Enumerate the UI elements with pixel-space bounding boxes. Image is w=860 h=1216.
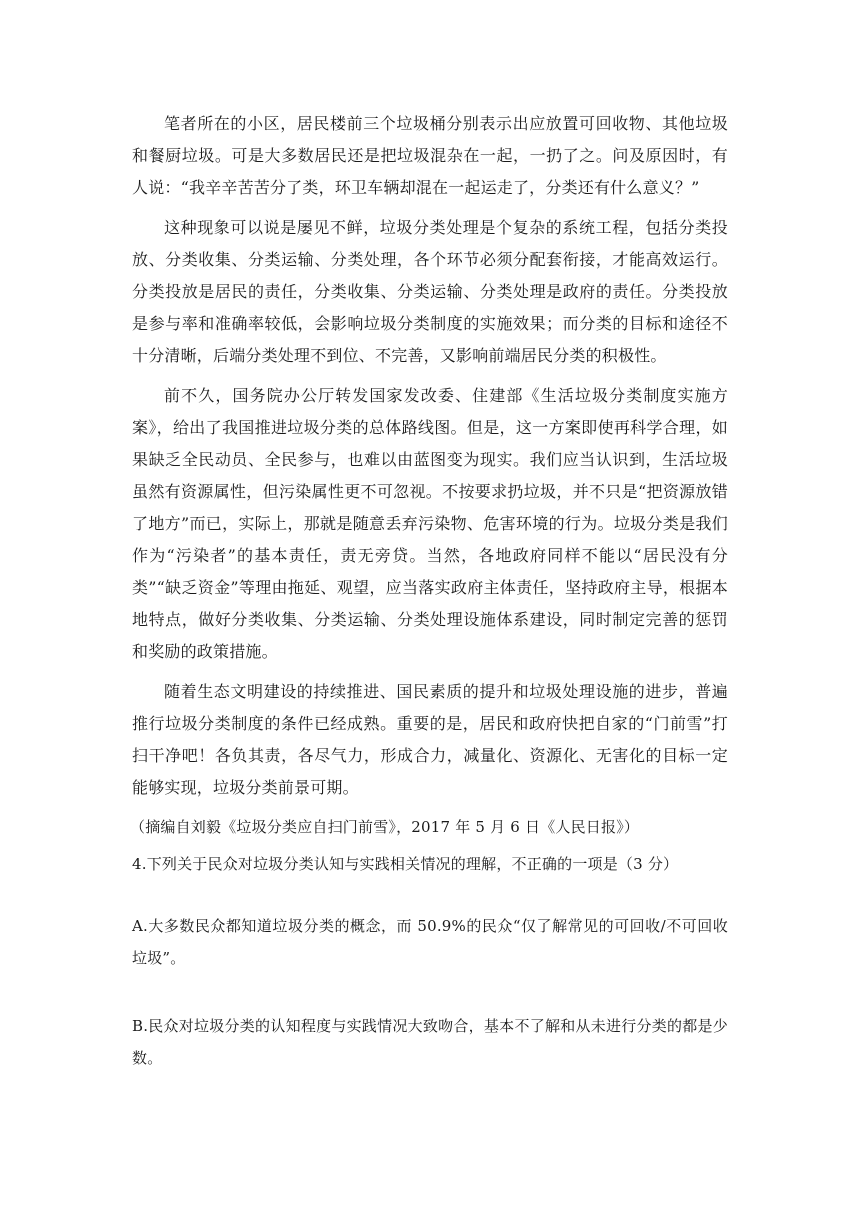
article-paragraph-3: 前不久，国务院办公厅转发国家发改委、住建部《生活垃圾分类制度实施方案》，给出了我国推进垃圾分类的总体路线图。但是，这一方案即使再科学合理，如果缺乏全民动员、全民参与，也难以由蓝图变为现实。我们应当认识到，生活垃圾虽然有资源属性，但污染属性更不可忽视。不按要求扔垃圾，并不只是“把资源放错了地方”而已，实际上，那就是随意丢弃污染物、危害环境的行为。垃圾分类是我们作为“污染者”的基本责任，责无旁贷。当然，各地政府同样不能以“居民没有分类”“缺乏资金”等理由拖延、观望，应当落实政府主体责任，坚持政府主导，根据本地特点，做好分类收集、分类运输、分类处理设施体系建设，同时制定完善的惩罚和奖励的政策措施。 bbox=[132, 386, 728, 661]
question-stem: 4.下列关于民众对垃圾分类认知与实践相关情况的理解，不正确的一项是（3 分） bbox=[132, 855, 679, 873]
article-paragraph-1: 笔者所在的小区，居民楼前三个垃圾桶分别表示出应放置可回收物、其他垃圾和餐厨垃圾。可是大多数居民还是把垃圾混杂在一起，一扔了之。问及原因时，有人说：“我辛辛苦苦分了类，环卫车辆却混在一起运走了，分类还有什么意义？” bbox=[132, 114, 728, 197]
article-paragraph-4: 随着生态文明建设的持续推进、国民素质的提升和垃圾处理设施的进步，普遍推行垃圾分类制度的条件已经成熟。重要的是，居民和政府快把自家的“门前雪”打扫干净吧！各负其责，各尽气力，形成合力，减量化、资源化、无害化的目标一定能够实现，垃圾分类前景可期。 bbox=[132, 682, 728, 797]
option-b: B.民众对垃圾分类的认知程度与实践情况大致吻合，基本不了解和从未进行分类的都是少数。 bbox=[132, 1017, 728, 1067]
option-a: A.大多数民众都知道垃圾分类的概念，而 50.9%的民众“仅了解常见的可回收/不可回收垃圾”。 bbox=[132, 917, 728, 967]
article-paragraph-2: 这种现象可以说是屡见不鲜，垃圾分类处理是个复杂的系统工程，包括分类投放、分类收集、分类运输、分类处理，各个环节必须分配套衔接，才能高效运行。分类投放是居民的责任，分类收集、分类运输、分类处理是政府的责任。分类投放是参与率和准确率较低，会影响垃圾分类制度的实施效果；而分类的目标和途径不十分清晰，后端分类处理不到位、不完善，又影响前端居民分类的积极性。 bbox=[132, 218, 728, 365]
document-content bbox=[132, 108, 728, 1110]
article-source: （摘编自刘毅《垃圾分类应自扫门前雪》，2017 年 5 月 6 日《人民日报》） bbox=[130, 818, 640, 836]
